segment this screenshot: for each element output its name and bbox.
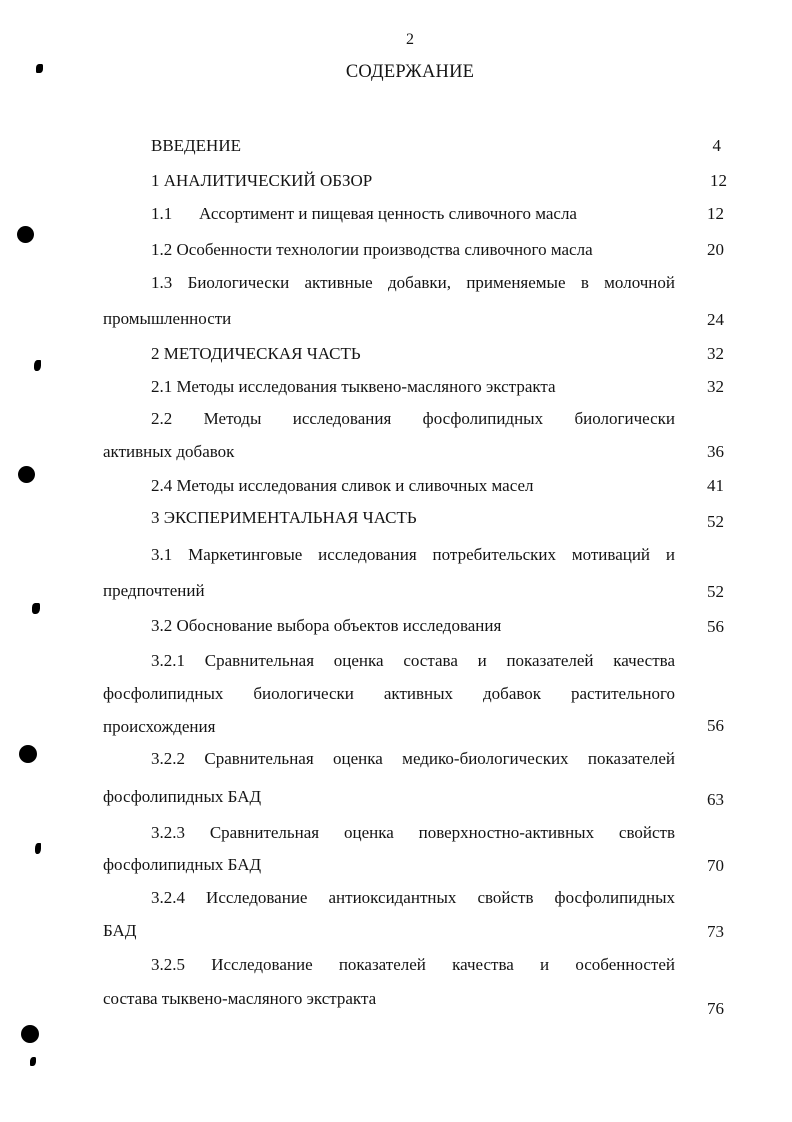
toc-entry-introduction: ВВЕДЕНИЕ (151, 136, 241, 155)
toc-page-3-2-5: 76 (707, 999, 724, 1018)
toc-page-2: 32 (707, 344, 724, 363)
toc-page-3: 52 (707, 512, 724, 531)
toc-entry-3-2-1-line3: происхождения (103, 717, 216, 736)
toc-entry-3-2-3-line1: 3.2.3 Сравнительная оценка поверхностно-активных свойств (151, 823, 675, 842)
toc-page-2-2: 36 (707, 442, 724, 461)
binder-hole (19, 745, 37, 763)
toc-page-1: 12 (710, 171, 727, 190)
toc-entry-2-2-line2: активных добавок (103, 442, 235, 461)
toc-entry-1-1-number: 1.1 (151, 204, 173, 223)
toc-page-3-2-1: 56 (707, 716, 724, 735)
toc-entry-3-2-3-line2: фосфолипидных БАД (103, 855, 262, 874)
binder-mark (36, 64, 43, 73)
toc-entry-3-2-2-line2: фосфолипидных БАД (103, 787, 262, 806)
toc-page-3-1: 52 (707, 582, 724, 601)
binder-mark (34, 360, 41, 371)
toc-entry-2-4: 2.4 Методы исследования сливок и сливочных масел (151, 476, 534, 495)
toc-entry-3-2: 3.2 Обоснование выбора объектов исследования (151, 616, 502, 635)
toc-entry-3-1-line1: 3.1 Маркетинговые исследования потребительских мотиваций и (151, 545, 675, 564)
binder-mark (32, 603, 40, 614)
toc-page-2-4: 41 (707, 476, 724, 495)
toc-page-3-2-4: 73 (707, 922, 724, 941)
toc-entry-3-2-2-line1: 3.2.2 Сравнительная оценка медико-биологических показателей (151, 749, 675, 768)
toc-entry-1-2: 1.2 Особенности технологии производства сливочного масла (151, 240, 593, 259)
page-title: СОДЕРЖАНИЕ (345, 62, 475, 82)
toc-entry-3-2-4-line1: 3.2.4 Исследование антиоксидантных свойств фосфолипидных (151, 888, 675, 907)
binder-hole (21, 1025, 39, 1043)
toc-page-1-3: 24 (707, 310, 724, 329)
toc-entry-1-1: Ассортимент и пищевая ценность сливочного масла (199, 204, 577, 223)
toc-entry-1-3-line1: 1.3 Биологически активные добавки, применяемые в молочной (151, 273, 675, 292)
toc-page-1-2: 20 (707, 240, 724, 259)
toc-page-1-1: 12 (707, 204, 724, 223)
toc-page-2-1: 32 (707, 377, 724, 396)
toc-entry-3-2-4-line2: БАД (103, 921, 137, 940)
binder-hole (17, 226, 34, 243)
toc-entry-2-2-line1: 2.2 Методы исследования фосфолипидных биологически (151, 409, 675, 428)
binder-hole (18, 466, 35, 483)
toc-entry-3-2-1-line1: 3.2.1 Сравнительная оценка состава и показателей качества (151, 651, 675, 670)
toc-page-3-2: 56 (707, 617, 724, 636)
toc-entry-3-2-5-line1: 3.2.5 Исследование показателей качества и особенностей (151, 955, 675, 974)
toc-entry-3-1-line2: предпочтений (103, 581, 205, 600)
toc-entry-3: 3 ЭКСПЕРИМЕНТАЛЬНАЯ ЧАСТЬ (151, 508, 417, 527)
toc-entry-2: 2 МЕТОДИЧЕСКАЯ ЧАСТЬ (151, 344, 361, 363)
toc-entry-1-3-line2: промышленности (103, 309, 232, 328)
toc-entry-1: 1 АНАЛИТИЧЕСКИЙ ОБЗОР (151, 171, 373, 190)
toc-page-3-2-2: 63 (707, 790, 724, 809)
binder-mark (30, 1057, 36, 1066)
toc-entry-3-2-5-line2: состава тыквено-масляного экстракта (103, 989, 377, 1008)
page-number: 2 (406, 31, 414, 48)
toc-page-3-2-3: 70 (707, 856, 724, 875)
binder-mark (35, 843, 41, 854)
toc-page-introduction: 4 (712, 136, 721, 155)
toc-entry-2-1: 2.1 Методы исследования тыквено-масляного экстракта (151, 377, 556, 396)
toc-entry-3-2-1-line2: фосфолипидных биологически активных добавок растительного (103, 684, 675, 703)
